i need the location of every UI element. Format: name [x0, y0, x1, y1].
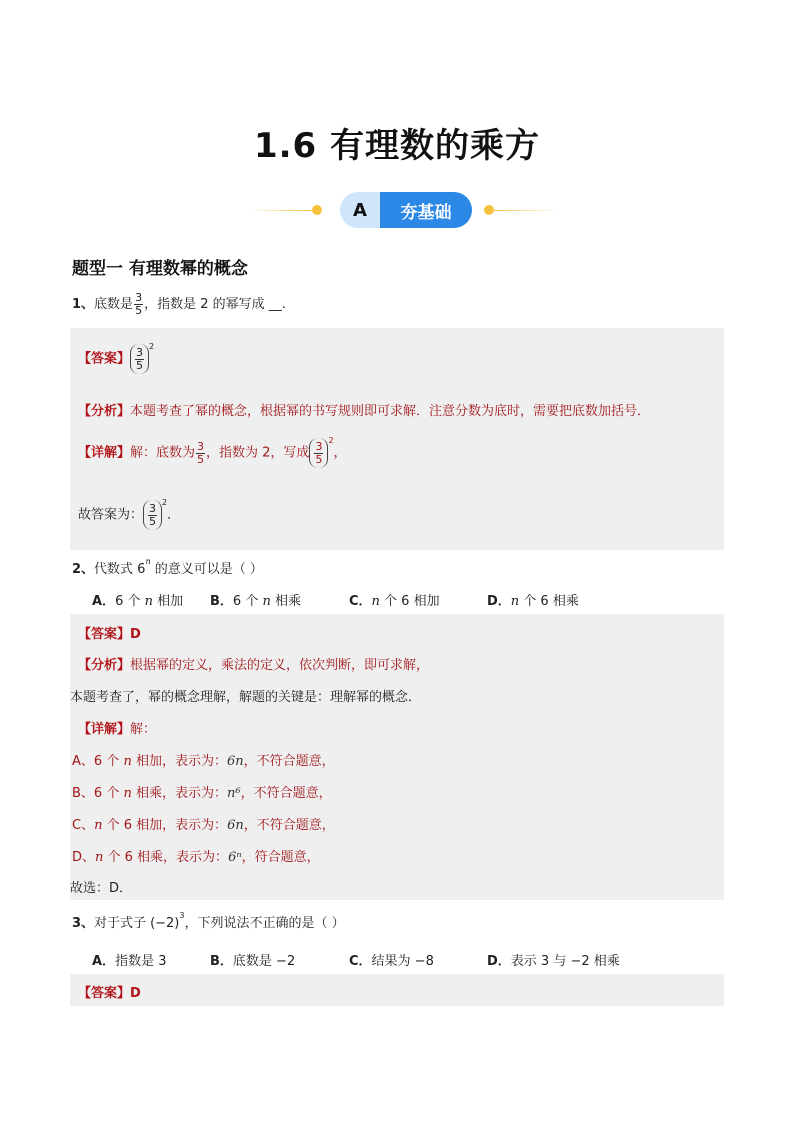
detail-var: n [95, 850, 104, 865]
option-b[interactable] [210, 950, 295, 969]
option-text-2: 相乘 [270, 594, 301, 609]
option-var: n [510, 594, 520, 609]
option-text: 底数是 −2 [232, 954, 296, 969]
question-number: 2、 [72, 562, 95, 577]
option-label: D． [487, 954, 511, 969]
fraction-denominator: 5 [197, 452, 205, 466]
option-text: 6 个 [232, 594, 263, 609]
answer-tag: 【答案】 [78, 351, 131, 367]
fraction-numerator: 3 [136, 345, 144, 359]
detail-item-a [72, 750, 335, 769]
option-label: A． [92, 954, 116, 969]
answer-value: D [130, 986, 141, 1001]
decor-dot-right [484, 205, 494, 215]
conclusion-line [78, 500, 180, 530]
answer-blank: __. [268, 297, 286, 312]
power-base: (−2) [150, 916, 180, 931]
option-label: C． [349, 954, 372, 969]
analysis-tag: 【分析】 [78, 404, 131, 419]
detail-text-3: ， [333, 445, 347, 461]
option-label: B． [210, 594, 233, 609]
detail-expr: 6n [227, 818, 244, 833]
option-var: n [262, 594, 271, 609]
detail-expr: 6ⁿ [228, 850, 242, 865]
section-heading: 题型一 有理数幂的概念 [72, 259, 248, 279]
fraction-denominator: 5 [149, 514, 157, 528]
detail-expr: 6n [226, 754, 244, 769]
option-text-2: 个 6 相加 [379, 594, 440, 609]
option-text-2: 相加 [152, 594, 184, 609]
detail-tail: ，不符合题意， [240, 786, 332, 801]
detail-text-2: ，指数为 2，写成 [206, 445, 310, 461]
fraction [134, 292, 143, 317]
option-a[interactable] [92, 590, 183, 609]
detail-expr: n⁶ [226, 786, 241, 801]
answer-line [78, 623, 141, 642]
answer-tag: 【答案】 [78, 986, 131, 1001]
detail-tail: ，符合题意， [241, 850, 320, 865]
detail-var: n [94, 818, 103, 833]
option-label: D． [487, 594, 511, 609]
fraction-numerator: 3 [149, 501, 157, 515]
question-1 [72, 292, 286, 317]
analysis-line-2: 本题考查了，幂的概念理解，解题的关键是：理解幂的概念． [70, 690, 422, 705]
conclusion-text: 故答案为： [78, 507, 144, 523]
analysis-tag: 【分析】 [78, 658, 131, 673]
analysis-line [78, 654, 429, 673]
detail-lead: A、6 个 [72, 754, 124, 769]
level-badge [246, 192, 560, 228]
answer-line [78, 344, 154, 374]
fraction-denominator: 5 [136, 358, 144, 372]
decor-dot-left [312, 205, 322, 215]
fraction-denominator: 5 [315, 452, 323, 466]
detail-mid: 相加，表示为： [131, 754, 227, 769]
decor-line-right [494, 210, 560, 211]
option-text: 表示 3 与 −2 相乘 [510, 954, 620, 969]
analysis-text: 根据幂的定义，乘法的定义，依次判断，即可求解， [130, 658, 430, 673]
option-text: 结果为 −8 [371, 954, 434, 969]
exponent: n [145, 556, 151, 566]
analysis-line [78, 400, 650, 419]
question-3 [72, 912, 345, 931]
answer-tag: 【答案】 [78, 627, 131, 642]
detail-tag: 【详解】 [78, 445, 131, 461]
question-text: 对于式子 [94, 916, 147, 931]
fraction-numerator: 3 [315, 439, 323, 453]
detail-text: 解：底数为 [130, 445, 196, 461]
option-d[interactable] [487, 590, 579, 609]
detail-var: n [123, 754, 132, 769]
fraction [196, 441, 205, 466]
detail-var: n [123, 786, 132, 801]
question-2 [72, 558, 263, 577]
detail-tail: ，不符合题意， [243, 818, 335, 833]
detail-tail: ，不符合题意， [243, 754, 335, 769]
detail-item-c [72, 814, 335, 833]
fraction-numerator: 3 [135, 291, 143, 304]
page-title: 1.6 有理数的乘方 [253, 126, 541, 166]
fraction-numerator: 3 [197, 439, 205, 453]
option-label: C． [349, 594, 372, 609]
question-text-2: ，指数是 2 的幂写成 [144, 297, 269, 312]
detail-mid: 个 6 相加，表示为： [102, 818, 228, 833]
badge-label: 夯基础 [380, 192, 472, 228]
detail-lead: D、 [72, 850, 96, 865]
analysis-text: 本题考查了幂的概念，根据幂的书写规则即可求解．注意分数为底时，需要把底数加括号． [130, 404, 651, 419]
question-number: 1、 [72, 297, 95, 312]
option-text-2: 个 6 相乘 [519, 594, 579, 609]
badge-letter: A [340, 192, 380, 228]
detail-line [78, 438, 347, 468]
answer-box-2 [70, 614, 724, 900]
option-text: 6 个 [115, 594, 145, 609]
option-label: A． [92, 594, 116, 609]
badge-pill [340, 192, 472, 228]
detail-line [78, 718, 156, 737]
option-var: n [144, 594, 153, 609]
power-expression [143, 500, 162, 530]
options-row-2 [0, 590, 794, 610]
answer-line [78, 982, 141, 1001]
answer-box-3 [70, 974, 724, 1006]
option-text: 指数是 3 [115, 954, 167, 969]
detail-lead: C、 [72, 818, 95, 833]
conclusion-end: ． [167, 507, 181, 523]
question-text: 底数是 [94, 297, 134, 312]
option-c[interactable] [349, 590, 440, 609]
detail-lead: B、6 个 [72, 786, 124, 801]
answer-box-1 [70, 328, 724, 550]
exponent: 2 [162, 498, 168, 508]
decor-line-left [246, 210, 312, 211]
detail-item-b [72, 782, 332, 801]
question-text-2: ，下列说法不正确的是（ ） [184, 916, 345, 931]
exponent: 3 [179, 910, 185, 920]
answer-value: D [130, 627, 141, 642]
exponent: 2 [328, 436, 334, 446]
detail-tag: 【详解】 [78, 722, 131, 737]
detail-mid: 相乘，表示为： [131, 786, 227, 801]
option-label: B． [210, 954, 233, 969]
option-b[interactable] [210, 590, 301, 609]
power-expression [309, 438, 328, 468]
question-text: 代数式 6 [94, 562, 146, 577]
option-var: n [371, 594, 380, 609]
detail-item-d [72, 846, 320, 865]
question-number: 3、 [72, 916, 95, 931]
fraction-denominator: 5 [135, 304, 143, 317]
power-expression [130, 344, 149, 374]
choose-line: 故选：D． [70, 881, 133, 896]
question-text-2: 的意义可以是（ ） [150, 562, 263, 577]
option-c[interactable] [349, 950, 434, 969]
detail-mid: 个 6 相乘，表示为： [103, 850, 229, 865]
option-d[interactable] [487, 950, 620, 969]
options-row-3 [0, 950, 794, 970]
option-a[interactable] [92, 950, 166, 969]
detail-text: 解： [130, 722, 157, 737]
exponent: 2 [149, 342, 155, 352]
